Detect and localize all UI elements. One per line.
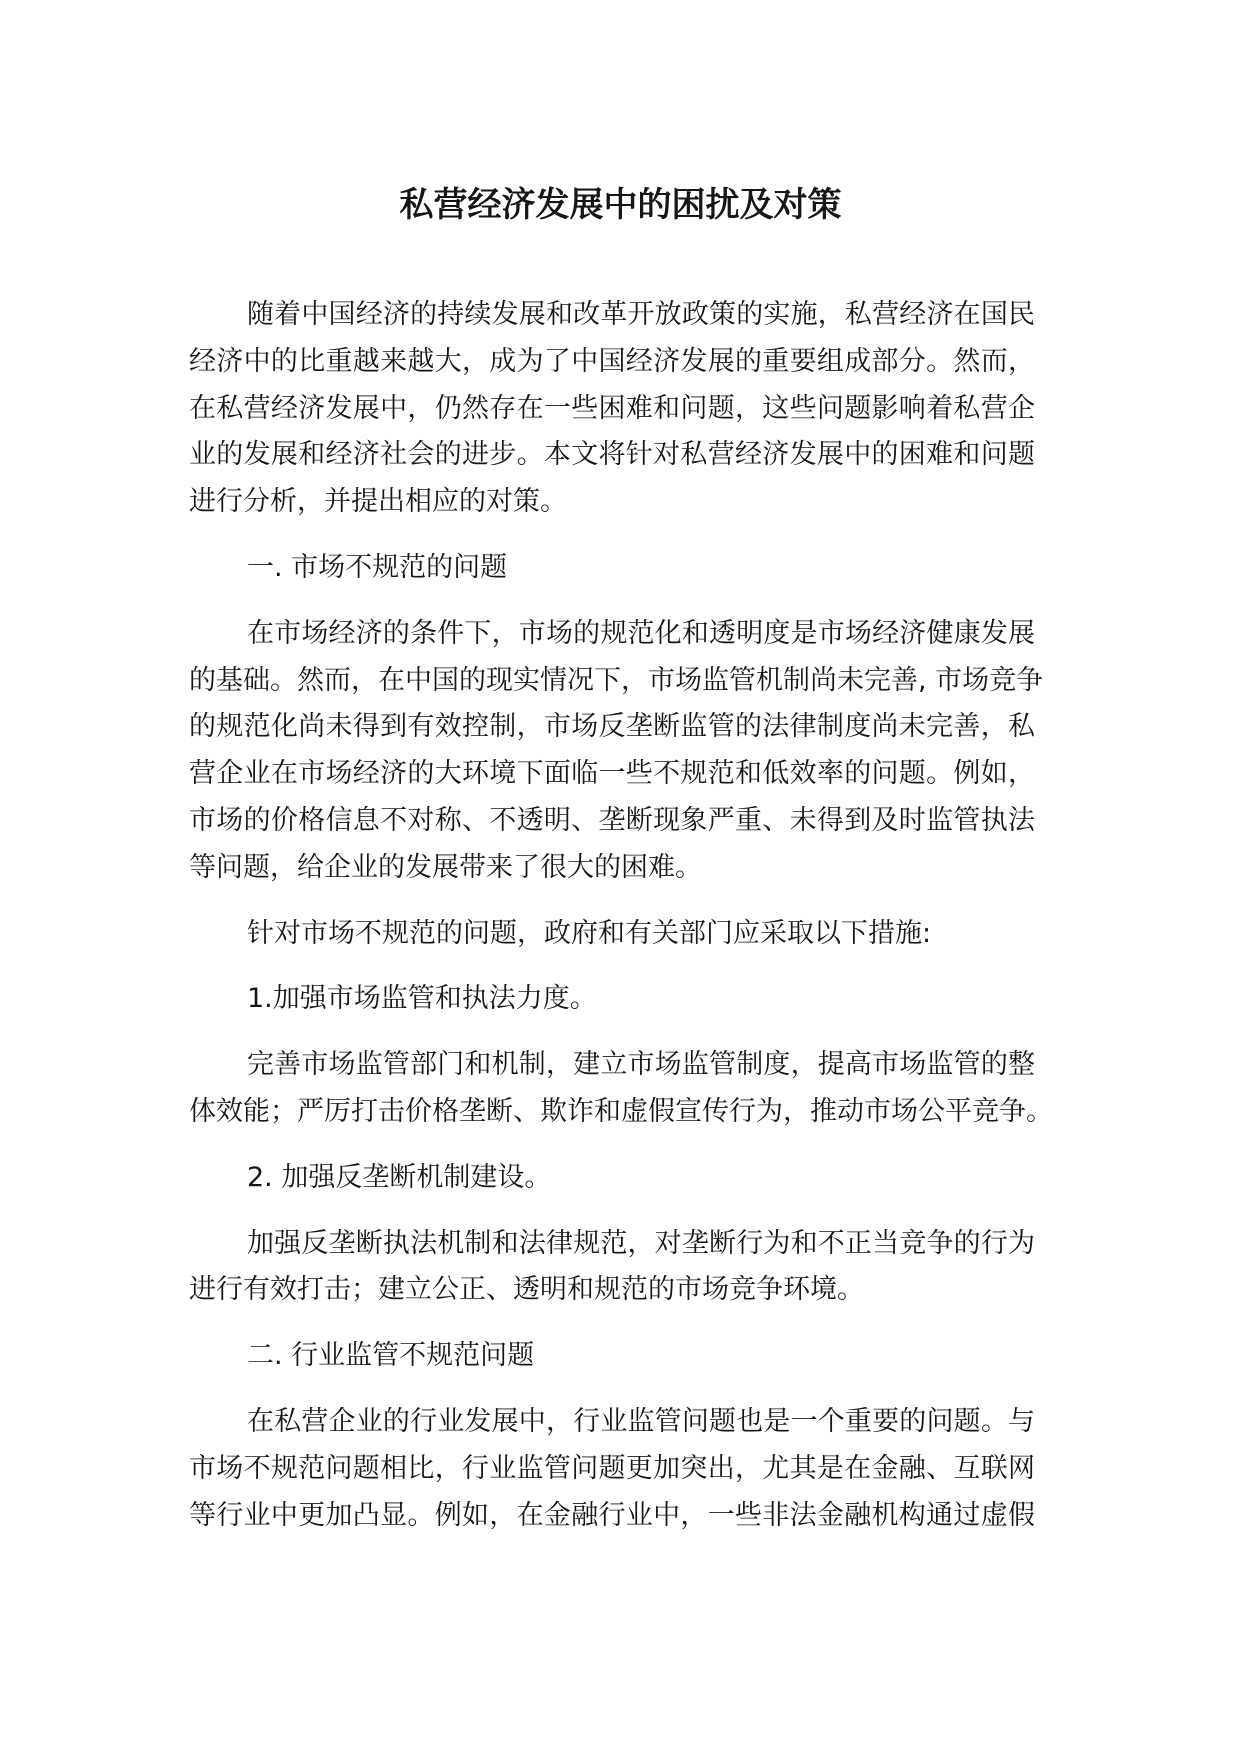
paragraph (189, 1042, 1053, 1136)
paragraph (189, 1221, 1035, 1315)
list-item-heading (189, 1155, 1035, 1202)
text-line: 进行分析，并提出相应的对策。 (189, 486, 567, 518)
text-line: 进行有效打击；建立公正、透明和规范的市场竞争环境。 (189, 1274, 864, 1306)
text-line: 针对市场不规范的问题，政府和有关部门应采取以下措施: (247, 917, 932, 949)
list-item-heading (189, 976, 1035, 1023)
text-line: 业的发展和经济社会的进步。本文将针对私营经济发展中的困难和问题 (189, 439, 1035, 471)
text-line: 体效能；严厉打击价格垄断、欺诈和虚假宣传行为，推动市场公平竞争。 (189, 1095, 1053, 1127)
text-line: 等问题，给企业的发展带来了很大的困难。 (189, 851, 702, 883)
document-title: 私营经济发展中的困扰及对策 (399, 185, 842, 225)
text-line: 1.加强市场监管和执法力度。 (247, 983, 597, 1015)
text-line: 在市场经济的条件下，市场的规范化和透明度是市场经济健康发展 (247, 617, 1035, 649)
text-line: 加强反垄断执法机制和法律规范，对垄断行为和不正当竞争的行为 (247, 1227, 1035, 1259)
text-line: 在私营经济发展中，仍然存在一些困难和问题，这些问题影响着私营企 (189, 392, 1035, 424)
paragraph (189, 911, 1035, 958)
section-heading-text: 一. 市场不规范的问题 (247, 551, 508, 583)
text-line: 营企业在市场经济的大环境下面临一些不规范和低效率的问题。例如， (189, 758, 1035, 790)
text-line: 等行业中更加凸显。例如，在金融行业中，一些非法金融机构通过虚假 (189, 1499, 1035, 1531)
text-line: 随着中国经济的持续发展和改革开放政策的实施，私营经济在国民 (247, 299, 1035, 330)
text-line: 经济中的比重越来越大，成为了中国经济发展的重要组成部分。然而， (189, 345, 1035, 377)
text-line: 2. 加强反垄断机制建设。 (247, 1161, 552, 1193)
text-line: 在私营企业的行业发展中，行业监管问题也是一个重要的问题。与 (247, 1405, 1035, 1437)
paragraph (189, 1399, 1035, 1539)
text-line: 的规范化尚未得到有效控制，市场反垄断监管的法律制度尚未完善，私 (189, 711, 1035, 743)
text-line: 的基础。然而，在中国的现实情况下，市场监管机制尚未完善, 市场竞争 (189, 664, 1044, 696)
section-heading (189, 545, 1035, 592)
text-line: 完善市场监管部门和机制，建立市场监管制度，提高市场监管的整 (247, 1049, 1035, 1081)
document-body (189, 292, 1053, 1558)
section-heading (189, 1333, 1035, 1380)
text-line: 市场不规范问题相比，行业监管问题更加突出，尤其是在金融、互联网 (189, 1452, 1035, 1484)
intro-paragraph (189, 292, 1035, 526)
section-heading-text: 二. 行业监管不规范问题 (247, 1340, 535, 1372)
paragraph (189, 611, 1044, 892)
text-line: 市场的价格信息不对称、不透明、垄断现象严重、未得到及时监管执法 (189, 804, 1035, 836)
